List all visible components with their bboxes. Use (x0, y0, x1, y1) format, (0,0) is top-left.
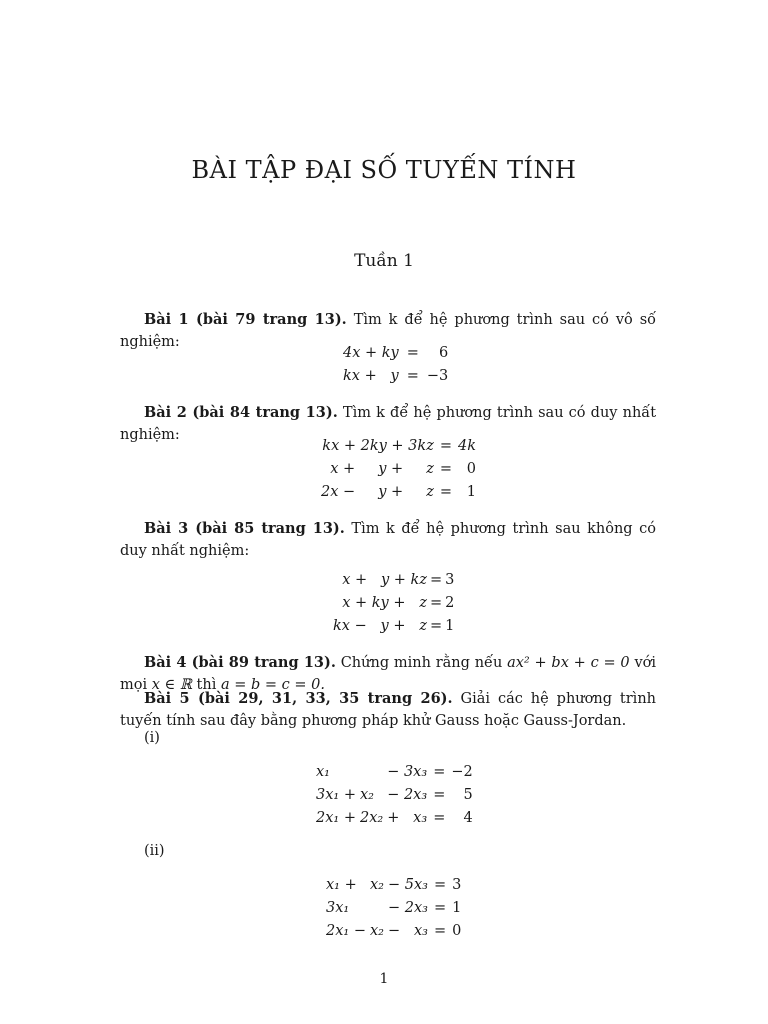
eq-rhs: 0 (466, 461, 477, 477)
eq-lhs: 2x − y + z (321, 484, 434, 500)
eq-rhs: 3 (445, 572, 455, 588)
page-title: BÀI TẬP ĐẠI SỐ TUYẾN TÍNH (191, 156, 577, 184)
problem-4-conclusion: a = b = c = 0. (220, 677, 325, 693)
eq-lhs: kx + 2ky + 3kz (322, 438, 434, 454)
problem-4-text-middle: với mọi (120, 655, 656, 693)
eq-rhs: 1 (452, 900, 462, 916)
part-ii-label: (ii) (144, 843, 165, 859)
eq-sign: = (433, 764, 446, 780)
eq-rhs: 6 (439, 345, 449, 361)
eq-term-3: − 2x₃ (387, 787, 428, 803)
eq-rhs: 4k (458, 438, 477, 454)
eq-term-3: + x₃ (387, 810, 428, 826)
eq-rhs: 2 (445, 595, 455, 611)
eq-sign: = (439, 484, 452, 500)
eq-term-2 (360, 761, 387, 784)
eq-rhs: 0 (452, 923, 462, 939)
problem-2-label: Bài 2 (bài 84 trang 13). (144, 404, 338, 421)
eq-term-2 (370, 897, 388, 920)
eq-rhs: −2 (451, 764, 473, 780)
eq-term-2: x₂ (359, 787, 374, 803)
eq-term-2: x₂ (369, 923, 384, 939)
problem-3 (120, 518, 656, 562)
eq-rhs: 1 (445, 618, 455, 634)
problem-3-system (333, 569, 454, 638)
eq-lhs: x + ky + z (342, 595, 427, 611)
problem-3-label: Bài 3 (bài 85 trang 13). (144, 520, 345, 537)
eq-rhs: 5 (463, 787, 473, 803)
eq-lhs: 4x + ky (343, 345, 399, 361)
problem-2-system (321, 435, 476, 504)
eq-sign: = (433, 923, 447, 939)
week-subtitle: Tuần 1 (354, 251, 414, 271)
eq-rhs: 1 (466, 484, 477, 500)
problem-5 (120, 688, 656, 732)
part-i-system (316, 761, 473, 830)
eq-term-3: − 2x₃ (387, 900, 428, 916)
eq-term-2: 2x₂ (359, 810, 384, 826)
problem-4-text-after: thì (196, 677, 217, 693)
eq-term-3: − 3x₃ (387, 764, 428, 780)
eq-lhs: x + y + kz (342, 572, 427, 588)
eq-rhs: −3 (426, 368, 449, 384)
eq-rhs: 3 (452, 877, 462, 893)
eq-lhs: kx − y + z (333, 618, 427, 634)
eq-sign: = (429, 595, 443, 611)
problem-3-text: Tìm k để hệ phương trình sau không có duy nhất nghiệm: (120, 521, 656, 559)
problem-4-condition: x ∈ ℝ (151, 677, 192, 693)
problem-4-equation: ax² + bx + c = 0 (507, 655, 630, 671)
problem-5-text: Giải các hệ phương trình tuyến tính sau đây bằng phương pháp khử Gauss hoặc Gauss-Jordan. (120, 691, 656, 729)
eq-sign: = (433, 900, 447, 916)
eq-sign: = (429, 572, 443, 588)
eq-term-1: x₁ + (326, 877, 357, 893)
eq-sign: = (429, 618, 443, 634)
problem-4-label: Bài 4 (bài 89 trang 13). (144, 654, 336, 671)
eq-term-1: 2x₁ + (316, 810, 356, 826)
eq-sign: = (439, 438, 452, 454)
part-ii-system (326, 874, 461, 943)
eq-sign: = (439, 461, 452, 477)
eq-sign: = (406, 345, 419, 361)
eq-sign: = (433, 810, 446, 826)
eq-sign: = (433, 877, 447, 893)
eq-term-1: 3x₁ + (316, 787, 356, 803)
problem-1-text: Tìm k để hệ phương trình sau có vô số nghiệm: (120, 312, 657, 350)
eq-term-2: x₂ (369, 877, 384, 893)
problem-1-system (343, 342, 448, 388)
eq-term-1: 3x₁ (326, 900, 350, 916)
eq-lhs: x + y + z (330, 461, 434, 477)
problem-4-text: Chứng minh rằng nếu (340, 655, 503, 671)
eq-sign: = (406, 368, 419, 384)
eq-term-1: x₁ (316, 764, 330, 780)
problem-5-label: Bài 5 (bài 29, 31, 33, 35 trang 26). (144, 690, 453, 707)
eq-lhs: kx + y (343, 368, 399, 384)
eq-sign: = (433, 787, 446, 803)
eq-term-1: 2x₁ − (326, 923, 366, 939)
problem-2-text: Tìm k để hệ phương trình sau có duy nhất nghiệm: (120, 405, 657, 443)
eq-term-3: − 5x₃ (387, 877, 428, 893)
eq-term-3: − x₃ (387, 923, 428, 939)
page-number: 1 (379, 971, 389, 987)
part-i-label: (i) (144, 730, 160, 746)
problem-1-label: Bài 1 (bài 79 trang 13). (144, 311, 347, 328)
eq-rhs: 4 (463, 810, 473, 826)
